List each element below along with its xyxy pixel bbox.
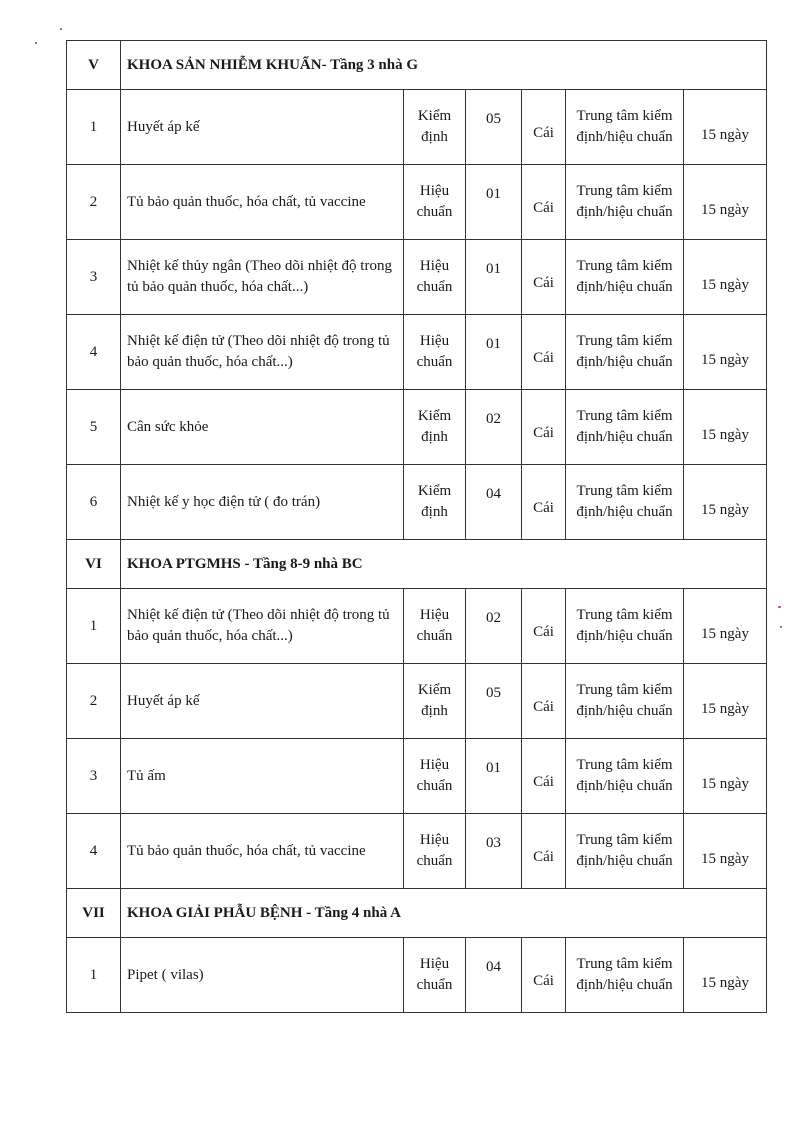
quantity	[466, 739, 522, 814]
provider: Trung tâm kiểm định/hiệu chuẩn	[566, 165, 684, 240]
row-number: 4	[67, 814, 121, 889]
quantity	[466, 589, 522, 664]
unit	[522, 465, 566, 540]
scan-speck	[778, 606, 781, 608]
duration	[684, 90, 767, 165]
quantity-text: 02	[486, 410, 501, 427]
service-type: Hiệu chuẩn	[404, 165, 466, 240]
quantity	[466, 390, 522, 465]
unit-text: Cái	[533, 424, 554, 441]
quantity	[466, 240, 522, 315]
equipment-name: Pipet ( vilas)	[121, 938, 404, 1013]
unit-text: Cái	[533, 499, 554, 516]
provider: Trung tâm kiểm định/hiệu chuẩn	[566, 664, 684, 739]
duration-text: 15 ngày	[701, 351, 749, 368]
quantity	[466, 315, 522, 390]
table-row	[67, 240, 767, 315]
unit	[522, 589, 566, 664]
unit-text: Cái	[533, 773, 554, 790]
service-type: Hiệu chuẩn	[404, 938, 466, 1013]
service-type: Kiểm định	[404, 664, 466, 739]
provider: Trung tâm kiểm định/hiệu chuẩn	[566, 390, 684, 465]
row-number: 5	[67, 390, 121, 465]
duration	[684, 465, 767, 540]
row-number: 2	[67, 664, 121, 739]
unit-text: Cái	[533, 972, 554, 989]
unit-text: Cái	[533, 349, 554, 366]
table-row	[67, 938, 767, 1013]
service-type: Hiệu chuẩn	[404, 814, 466, 889]
unit	[522, 90, 566, 165]
scan-speck	[780, 626, 782, 628]
section-title: KHOA GIẢI PHẪU BỆNH - Tầng 4 nhà A	[121, 889, 767, 938]
table-row	[67, 814, 767, 889]
row-number: 1	[67, 90, 121, 165]
duration	[684, 315, 767, 390]
row-number: 3	[67, 739, 121, 814]
provider: Trung tâm kiểm định/hiệu chuẩn	[566, 938, 684, 1013]
row-number: 3	[67, 240, 121, 315]
scan-speck	[60, 28, 62, 30]
duration-text: 15 ngày	[701, 501, 749, 518]
duration-text: 15 ngày	[701, 775, 749, 792]
unit	[522, 240, 566, 315]
section-roman: V	[67, 41, 121, 90]
row-number: 1	[67, 938, 121, 1013]
table-row	[67, 664, 767, 739]
service-type: Hiệu chuẩn	[404, 589, 466, 664]
section-roman: VI	[67, 540, 121, 589]
duration-text: 15 ngày	[701, 201, 749, 218]
provider: Trung tâm kiểm định/hiệu chuẩn	[566, 315, 684, 390]
table-row	[67, 165, 767, 240]
section-title: KHOA PTGMHS - Tầng 8-9 nhà BC	[121, 540, 767, 589]
unit-text: Cái	[533, 623, 554, 640]
unit-text: Cái	[533, 274, 554, 291]
table-body	[67, 41, 767, 1013]
unit-text: Cái	[533, 698, 554, 715]
quantity-text: 01	[486, 185, 501, 202]
duration	[684, 938, 767, 1013]
unit-text: Cái	[533, 848, 554, 865]
table-row	[67, 390, 767, 465]
provider: Trung tâm kiểm định/hiệu chuẩn	[566, 739, 684, 814]
duration	[684, 165, 767, 240]
equipment-name: Cân sức khỏe	[121, 390, 404, 465]
table-row	[67, 90, 767, 165]
unit	[522, 315, 566, 390]
duration-text: 15 ngày	[701, 625, 749, 642]
unit	[522, 938, 566, 1013]
row-number: 6	[67, 465, 121, 540]
row-number: 1	[67, 589, 121, 664]
table-row	[67, 739, 767, 814]
service-type: Hiệu chuẩn	[404, 739, 466, 814]
row-number: 2	[67, 165, 121, 240]
equipment-name: Nhiệt kế điện tử (Theo dõi nhiệt độ trong tủ bảo quản thuốc, hóa chất...)	[121, 589, 404, 664]
provider: Trung tâm kiểm định/hiệu chuẩn	[566, 814, 684, 889]
provider: Trung tâm kiểm định/hiệu chuẩn	[566, 90, 684, 165]
duration-text: 15 ngày	[701, 974, 749, 991]
row-number: 4	[67, 315, 121, 390]
unit-text: Cái	[533, 124, 554, 141]
provider: Trung tâm kiểm định/hiệu chuẩn	[566, 240, 684, 315]
section-title: KHOA SẢN NHIỄM KHUẨN- Tầng 3 nhà G	[121, 41, 767, 90]
quantity	[466, 938, 522, 1013]
duration	[684, 814, 767, 889]
duration	[684, 240, 767, 315]
equipment-name: Nhiệt kế điện tử (Theo dõi nhiệt độ trong tủ bảo quản thuốc, hóa chất...)	[121, 315, 404, 390]
service-type: Kiểm định	[404, 465, 466, 540]
unit	[522, 390, 566, 465]
equipment-table	[66, 40, 767, 1013]
service-type: Kiểm định	[404, 90, 466, 165]
section-header-row	[67, 41, 767, 90]
unit	[522, 165, 566, 240]
unit	[522, 814, 566, 889]
scan-speck	[35, 42, 37, 44]
quantity-text: 04	[486, 485, 501, 502]
provider: Trung tâm kiểm định/hiệu chuẩn	[566, 465, 684, 540]
quantity-text: 05	[486, 684, 501, 701]
quantity-text: 01	[486, 260, 501, 277]
unit	[522, 664, 566, 739]
quantity-text: 01	[486, 759, 501, 776]
quantity	[466, 90, 522, 165]
quantity	[466, 814, 522, 889]
duration-text: 15 ngày	[701, 700, 749, 717]
section-header-row	[67, 540, 767, 589]
duration	[684, 589, 767, 664]
duration	[684, 664, 767, 739]
table-row	[67, 315, 767, 390]
service-type: Kiểm định	[404, 390, 466, 465]
duration-text: 15 ngày	[701, 850, 749, 867]
equipment-name: Huyết áp kế	[121, 90, 404, 165]
quantity	[466, 664, 522, 739]
section-header-row	[67, 889, 767, 938]
quantity-text: 03	[486, 834, 501, 851]
equipment-name: Tủ bảo quản thuốc, hóa chất, tủ vaccine	[121, 165, 404, 240]
service-type: Hiệu chuẩn	[404, 240, 466, 315]
equipment-name: Nhiệt kế y học điện tử ( đo trán)	[121, 465, 404, 540]
duration-text: 15 ngày	[701, 426, 749, 443]
duration-text: 15 ngày	[701, 126, 749, 143]
table-row	[67, 589, 767, 664]
quantity-text: 01	[486, 335, 501, 352]
unit	[522, 739, 566, 814]
quantity-text: 02	[486, 609, 501, 626]
equipment-name: Tủ bảo quản thuốc, hóa chất, tủ vaccine	[121, 814, 404, 889]
duration-text: 15 ngày	[701, 276, 749, 293]
table-row	[67, 465, 767, 540]
equipment-name: Tủ ấm	[121, 739, 404, 814]
duration	[684, 390, 767, 465]
duration	[684, 739, 767, 814]
quantity	[466, 165, 522, 240]
equipment-name: Nhiệt kế thủy ngân (Theo dõi nhiệt độ trong tủ bảo quản thuốc, hóa chất...)	[121, 240, 404, 315]
quantity-text: 04	[486, 958, 501, 975]
equipment-name: Huyết áp kế	[121, 664, 404, 739]
unit-text: Cái	[533, 199, 554, 216]
quantity-text: 05	[486, 110, 501, 127]
section-roman: VII	[67, 889, 121, 938]
service-type: Hiệu chuẩn	[404, 315, 466, 390]
quantity	[466, 465, 522, 540]
provider: Trung tâm kiểm định/hiệu chuẩn	[566, 589, 684, 664]
